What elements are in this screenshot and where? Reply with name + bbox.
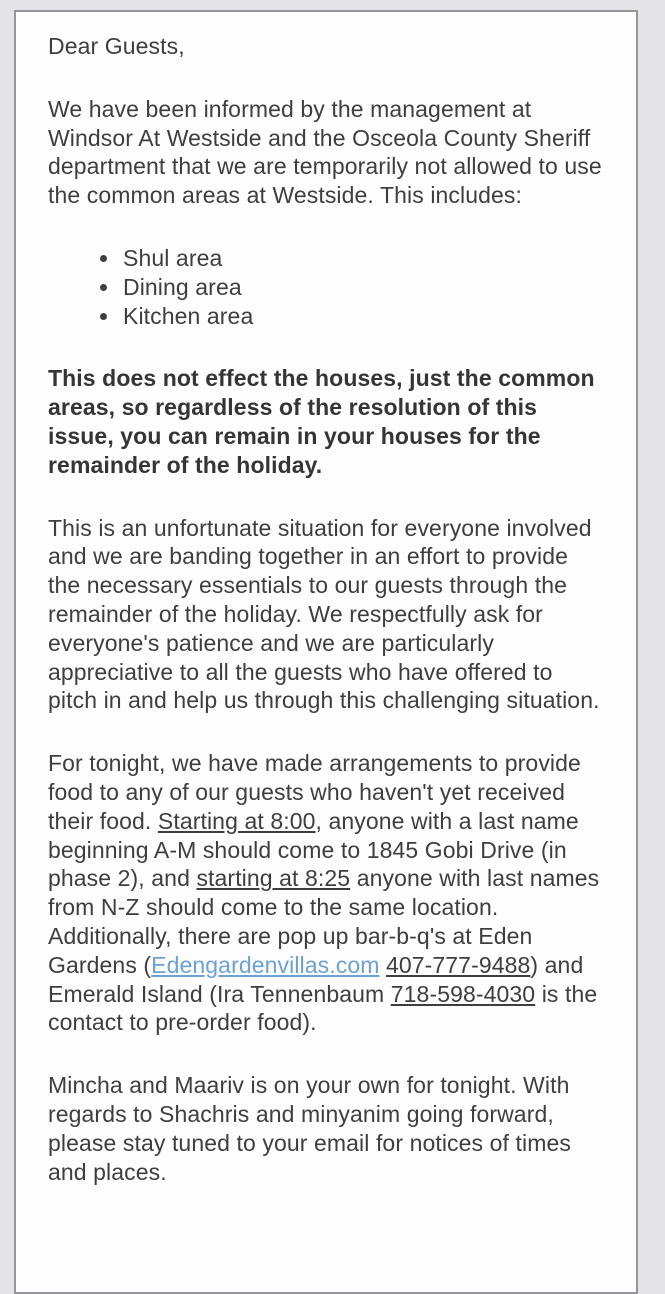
bullet-icon bbox=[100, 284, 107, 291]
houses-notice bbox=[48, 364, 604, 479]
letter-body bbox=[48, 32, 604, 1186]
prayer-schedule bbox=[48, 1071, 604, 1186]
list-item bbox=[123, 273, 604, 302]
bullet-icon bbox=[100, 255, 107, 262]
text-run: anyone with last names from N-Z should come to the same location. Additionally, there are pop up bar-b-q's at Eden Gardens ( bbox=[48, 865, 600, 978]
salutation bbox=[48, 32, 604, 61]
bullet-icon bbox=[100, 313, 107, 320]
food-arrangements bbox=[48, 749, 604, 1037]
text-run: , anyone with a last name beginning A-M should come to 1845 Gobi Drive (in phase 2), and bbox=[48, 807, 579, 892]
eden-gardens-phone-link[interactable]: 407-777-9488 bbox=[385, 951, 531, 978]
restricted-areas-list bbox=[48, 244, 604, 330]
ira-tennenbaum-phone-link[interactable]: 718-598-4030 bbox=[390, 980, 536, 1007]
eden-garden-villas-link[interactable]: Edengardenvillas.com bbox=[151, 951, 380, 978]
text-run: is the contact to pre-order food). bbox=[48, 980, 598, 1036]
start-time-8-25-link[interactable]: starting at 8:25 bbox=[196, 865, 351, 892]
list-item bbox=[123, 302, 604, 331]
letter-card bbox=[14, 10, 638, 1294]
list-item bbox=[123, 244, 604, 273]
intro-paragraph bbox=[48, 95, 604, 210]
text-run: This is an unfortunate situation for everyone involved and we are banding together in an effort to provide the necessary essentials to our guests through the remainder of the holiday. We respectfully ask for everyone's patience and we are particularly appreciative to all the guests who have offered to pitch in and help us through this challenging situation. bbox=[48, 514, 600, 714]
start-time-8-00-link[interactable]: Starting at 8:00 bbox=[157, 807, 316, 834]
list-item-label: Shul area bbox=[123, 244, 223, 271]
list-item-label: Dining area bbox=[123, 273, 242, 300]
text-run: Mincha and Maariv is on your own for tonight. With regards to Shachris and minyanim going forward, please stay tuned to your email for notices of times and places. bbox=[48, 1072, 571, 1185]
text-run: This does not effect the houses, just the common areas, so regardless of the resolution of this issue, you can remain in your houses for the remainder of the holiday. bbox=[48, 365, 595, 478]
text-run: For tonight, we have made arrangements to provide food to any of our guests who haven't yet received their food. bbox=[48, 750, 581, 834]
text-run: ) and Emerald Island (Ira Tennenbaum bbox=[48, 951, 584, 1007]
text-run: Dear Guests, bbox=[48, 33, 185, 59]
situation-paragraph bbox=[48, 514, 604, 716]
text-run: We have been informed by the management at Windsor At Westside and the Osceola County Sheriff department that we are temporarily not allowed to use the common areas at Westside. This includes: bbox=[48, 95, 602, 209]
list-item-label: Kitchen area bbox=[123, 302, 254, 329]
